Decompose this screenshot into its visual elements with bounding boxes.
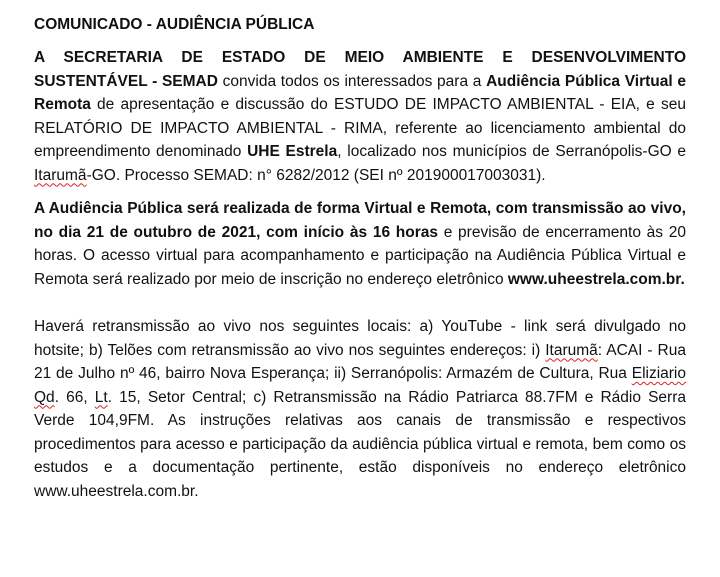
street-name: Eliziario — [631, 365, 686, 382]
lot-abbreviation: Lt — [94, 388, 108, 406]
paragraph-text: Haverá retransmissão ao vivo nos seguintes locais: a) YouTube - link será divulgado no hotsite; b) Telões com retransmissão ao vivo nos seguintes endereços: i) — [34, 318, 686, 359]
paragraph-text: , localizado nos municípios de Serranópolis-GO e — [337, 143, 687, 160]
paragraph-text: . 15, Setor Central; c) Retransmissão na Rádio Patriarca 88.7FM e Rádio Serra Verde 104,9FM. As instruções relativas aos canais de transmissão e respectivos procedimentos para acesso e participação da audiência pública virtual e remota, bem como os estudos e a documentação pertinente, estão disponíveis no endereço eletrônico www.uheestrela.com.br. — [34, 388, 686, 500]
paragraph-text: convida todos os interessados para a — [217, 72, 487, 90]
paragraph-text: -GO. Processo SEMAD: n° 6282/2012 (SEI nº 201900017003031). — [86, 166, 546, 184]
paragraph-text: : ACAI - Rua 21 de Julho nº 46, bairro Nova Esperança; ii) Serranópolis: Armazém de Cultura, Rua — [34, 341, 686, 382]
block-abbreviation: Qd — [34, 388, 55, 406]
city-name: Itarumã — [34, 166, 87, 184]
schedule-bold-intro: A Audiência Pública será realizada de forma Virtual e Remota, com transmissão ao vivo, no dia 21 de outubro de 2021, com início às 16 horas — [34, 200, 686, 241]
project-name: UHE Estrela — [247, 143, 338, 160]
event-name: Audiência Pública Virtual e Remota — [34, 72, 686, 113]
organization-name: A SECRETARIA DE ESTADO DE MEIO AMBIENTE E DESENVOLVIMENTO SUSTENTÁVEL - SEMAD — [34, 49, 686, 90]
paragraph-text: e previsão de encerramento às 20 horas. O acesso virtual para acompanhamento e participação na Audiência Pública Virtual e Remota será realizado por meio de inscrição no endereço eletrônico — [34, 223, 686, 288]
paragraph-retransmission — [34, 315, 686, 503]
city-name: Itarumã — [545, 341, 598, 359]
paragraph-text: . 66, — [54, 388, 95, 406]
document-title: COMUNICADO - AUDIÊNCIA PÚBLICA — [34, 16, 315, 33]
paragraph-schedule — [34, 197, 686, 291]
paragraph-invitation — [34, 46, 686, 187]
paragraph-text: de apresentação e discussão do ESTUDO DE IMPACTO AMBIENTAL - EIA, e seu RELATÓRIO DE IMPACTO AMBIENTAL - RIMA, referente ao licenciamento ambiental do empreendimento denominado — [34, 96, 686, 160]
website-address: www.uheestrela.com.br. — [507, 270, 685, 288]
